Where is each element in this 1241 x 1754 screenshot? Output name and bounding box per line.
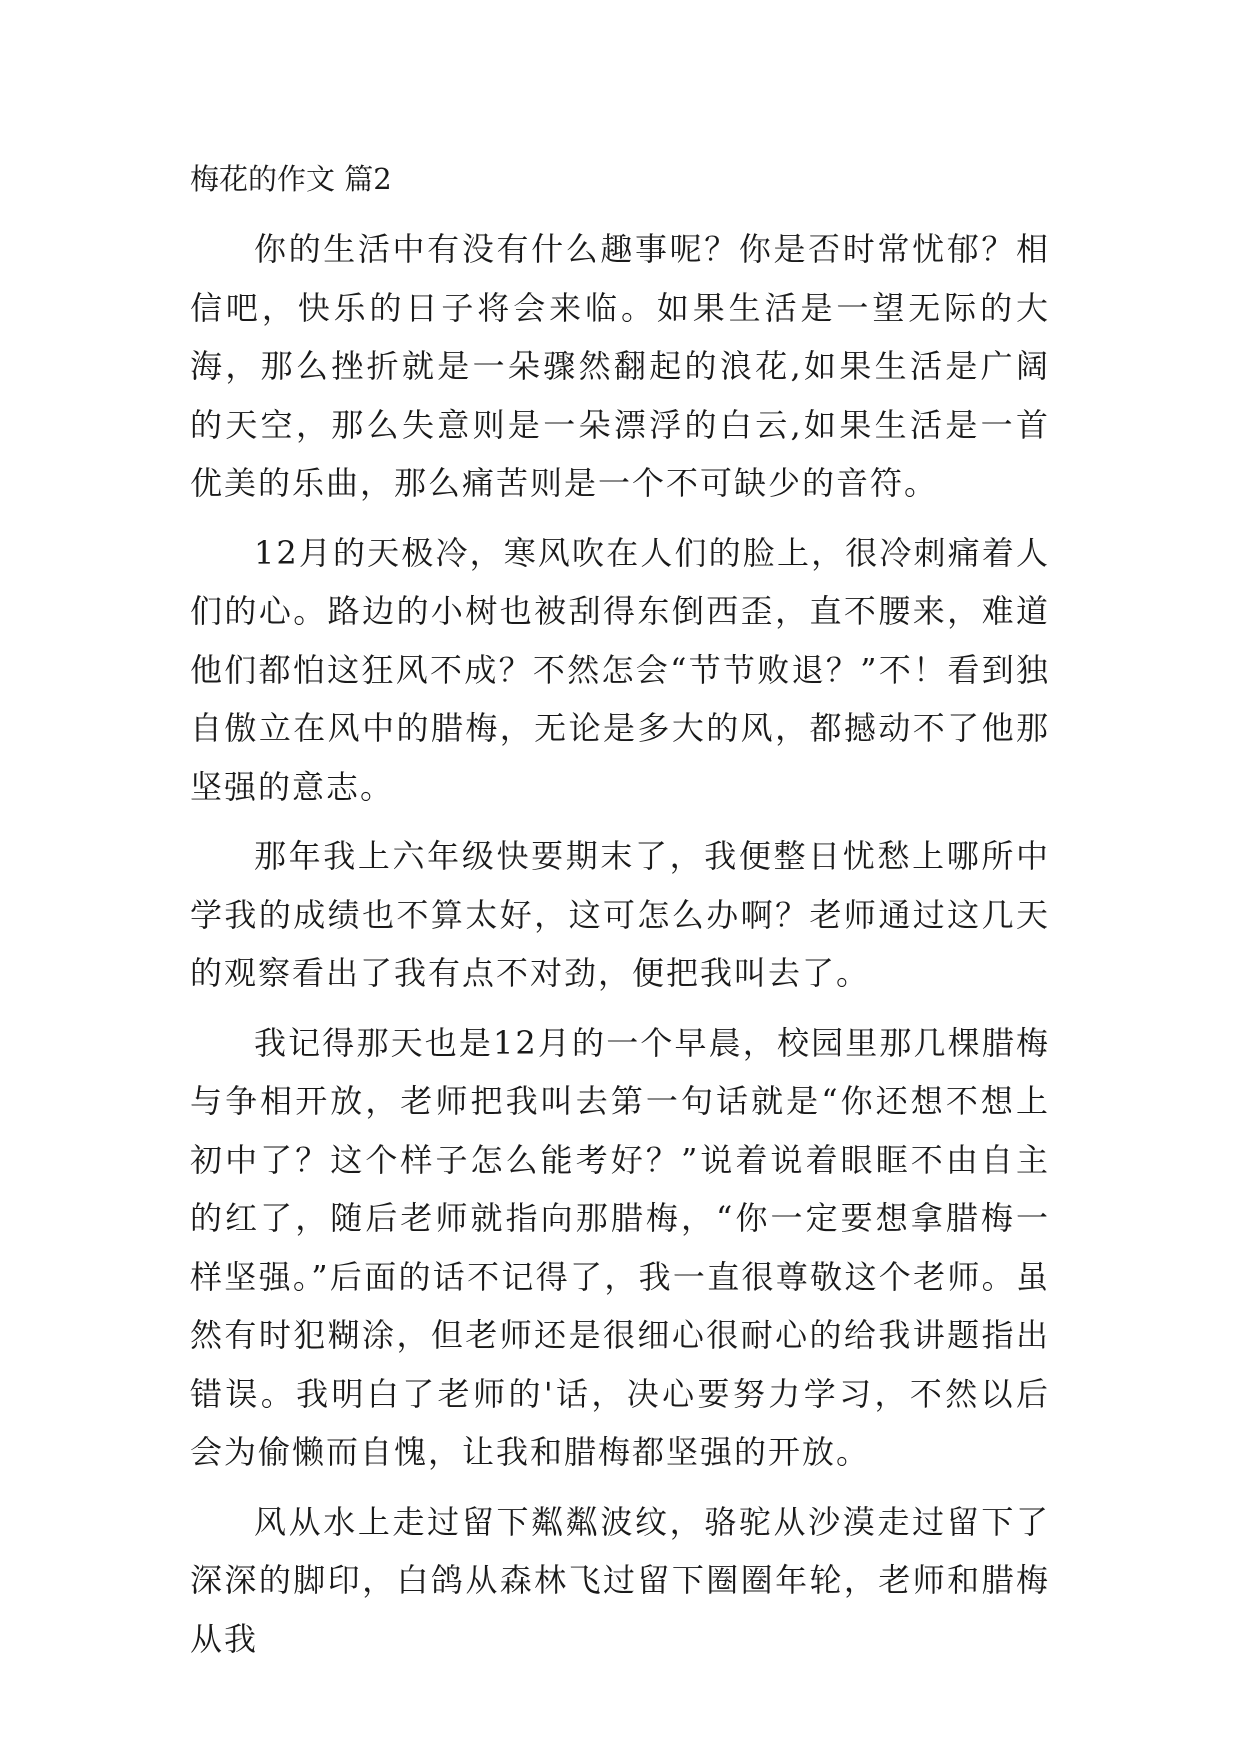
document-body [190, 220, 1050, 1679]
paragraph-3: 那年我上六年级快要期末了，我便整日忧愁上哪所中学我的成绩也不算太好，这可怎么办啊？老师通过这几天的观察看出了我有点不对劲，便把我叫去了。 [190, 837, 1050, 992]
paragraph-2: 12月的天极冷，寒风吹在人们的脸上，很冷刺痛着人们的心。路边的小树也被刮得东倒西歪，直不腰来，难道他们都怕这狂风不成？不然怎会“节节败退？”不！看到独自傲立在风中的腊梅，无论是多大的风，都撼动不了他那坚强的意志。 [190, 533, 1050, 806]
paragraph-4: 我记得那天也是12月的一个早晨，校园里那几棵腊梅与争相开放，老师把我叫去第一句话就是“你还想不想上初中了？这个样子怎么能考好？”说着说着眼眶不由自主的红了，随后老师就指向那腊梅，“你一定要想拿腊梅一样坚强。”后面的话不记得了，我一直很尊敬这个老师。虽然有时犯糊涂，但老师还是很细心很耐心的给我讲题指出错误。我明白了老师的'话，决心要努力学习，不然以后会为偷懒而自愧，让我和腊梅都坚强的开放。 [190, 1023, 1050, 1471]
paragraph-5: 风从水上走过留下粼粼波纹，骆驼从沙漠走过留下了深深的脚印，白鸽从森林飞过留下圈圈年轮，老师和腊梅从我 [190, 1502, 1050, 1658]
paragraph-1: 你的生活中有没有什么趣事呢？你是否时常忧郁？相信吧，快乐的日子将会来临。如果生活是一望无际的大海，那么挫折就是一朵骤然翻起的浪花,如果生活是广阔的天空，那么失意则是一朵漂浮的白云,如果生活是一首优美的乐曲，那么痛苦则是一个不可缺少的音符。 [190, 230, 1050, 502]
document-title: 梅花的作文 篇2 [190, 162, 392, 196]
